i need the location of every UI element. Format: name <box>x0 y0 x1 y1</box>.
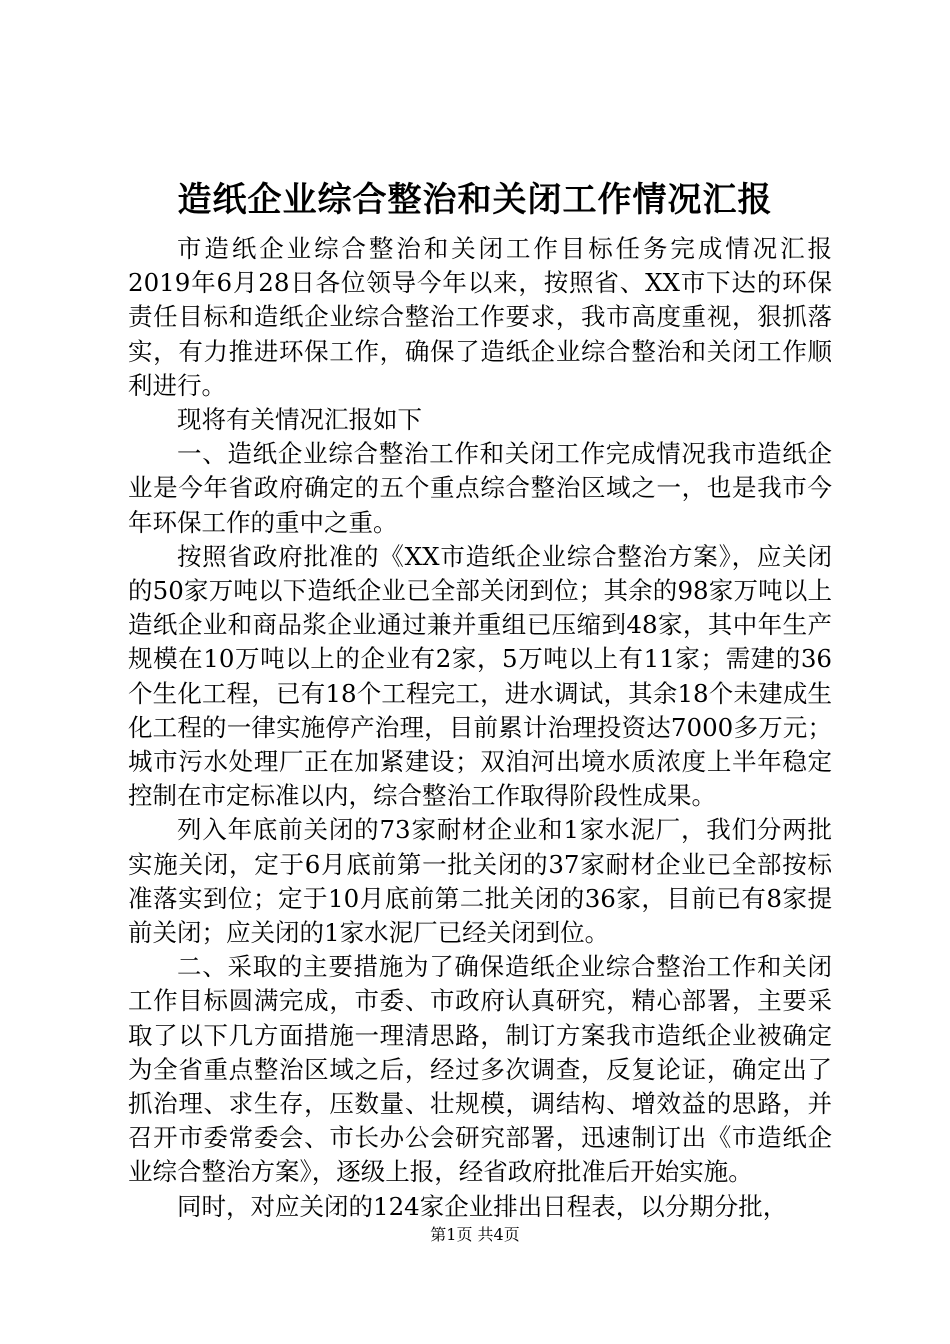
paragraph-section-two: 二、采取的主要措施为了确保造纸企业综合整治工作和关闭工作目标圆满完成，市委、市政府认真研究，精心部署，主要采取了以下几方面措施一理清思路，制订方案我市造纸企业被确定为全省重点整治区域之后，经过多次调查，反复论证，确定出了抓治理、求生存，压数量、壮规模，调结构、增效益的思路，并召开市委常委会、市长办公会研究部署，迅速制订出《市造纸企业综合整治方案》，逐级上报，经省政府批准后开始实施。 <box>128 952 832 1187</box>
page-number-footer: 第1页 共4页 <box>430 1225 520 1244</box>
document-title: 造纸企业综合整治和关闭工作情况汇报 <box>177 180 773 220</box>
document-body <box>128 232 832 1224</box>
paragraph-paper-enterprises: 按照省政府批准的《XX市造纸企业综合整治方案》，应关闭的50家万吨以下造纸企业已全部关闭到位；其余的98家万吨以上造纸企业和商品浆企业通过兼并重组已压缩到48家，其中年生产规模在10万吨以上的企业有2家，5万吨以上有11家；需建的36个生化工程，已有18个工程完工，进水调试，其余18个未建成生化工程的一律实施停产治理，目前累计治理投资达7000多万元；城市污水处理厂正在加紧建设；双洎河出境水质浓度上半年稳定控制在市定标准以内，综合整治工作取得阶段性成果。 <box>128 541 832 811</box>
paragraph-intro: 市造纸企业综合整治和关闭工作目标任务完成情况汇报 2019年6月28日各位领导今年以来，按照省、XX市下达的环保责任目标和造纸企业综合整治工作要求，我市高度重视，狠抓落实，有力推进环保工作，确保了造纸企业综合整治和关闭工作顺利进行。 <box>128 234 832 400</box>
paragraph-section-one: 一、造纸企业综合整治工作和关闭工作完成情况我市造纸企业是今年省政府确定的五个重点综合整治区域之一，也是我市今年环保工作的重中之重。 <box>128 439 832 537</box>
paragraph-schedule: 同时，对应关闭的124家企业排出日程表，以分期分批， <box>177 1191 788 1221</box>
paragraph-report-lead: 现将有关情况汇报如下 <box>177 405 422 435</box>
paragraph-refractory-closures: 列入年底前关闭的73家耐材企业和1家水泥厂，我们分两批实施关闭，定于6月底前第一批关闭的37家耐材企业已全部按标准落实到位；定于10月底前第二批关闭的36家，目前已有8家提前关闭；应关闭的1家水泥厂已经关闭到位。 <box>128 815 832 948</box>
